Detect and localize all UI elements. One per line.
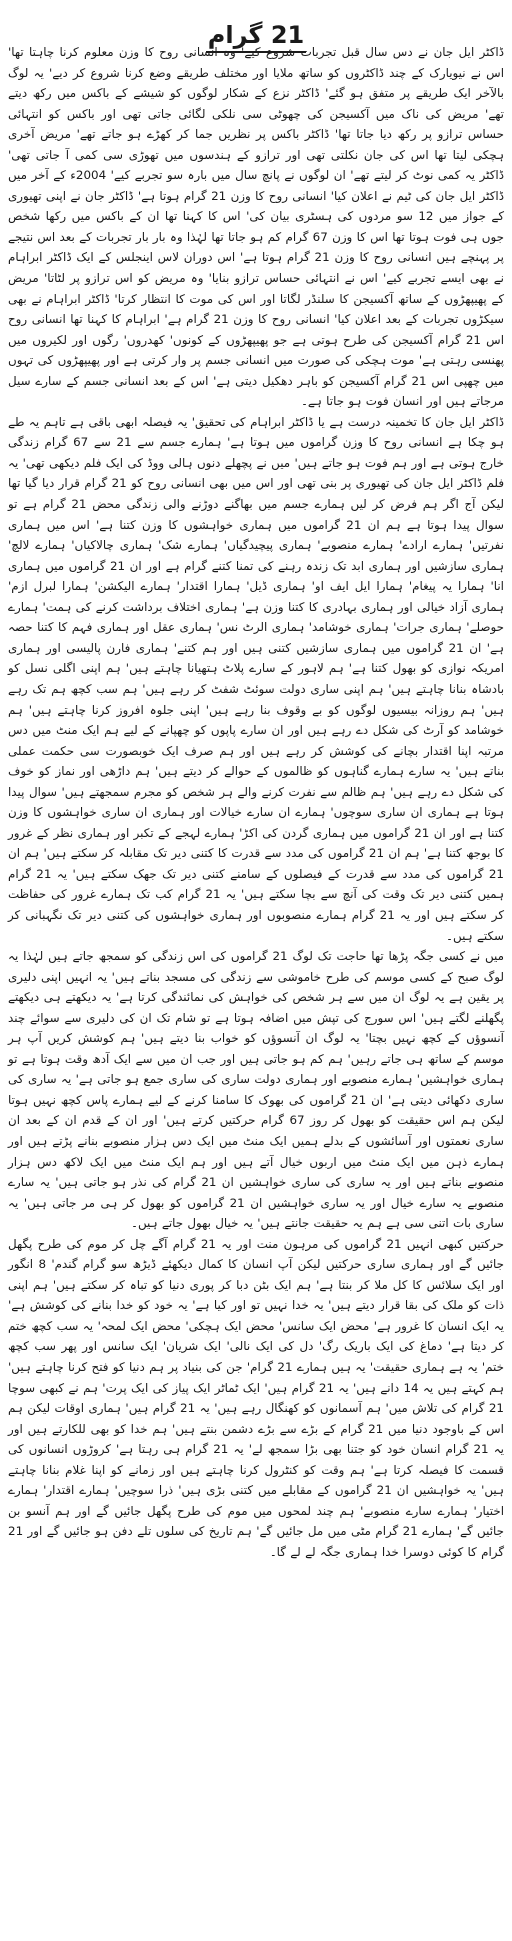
- article-paragraph-2: ڈاکٹر ایل جان کا تخمینہ درست ہے یا ڈاکٹر ابراہام کی تحقیق' یہ فیصلہ ابھی باقی ہے تاہم یہ طے ہو چکا ہے انسانی روح کا وزن گراموں میں ہوتا ہے' ہمارے جسم سے 21 سے 67 گرام زندگی خارج ہوتی ہے اور ہم فوت ہو جاتے ہیں' میں نے پچھلے دنوں ہالی ووڈ کی ایک فلم دیکھی تھی' یہ فلم ڈاکٹر ایل جان کی تھیوری پر بنی تھی اور اس میں بھی انسانی روح کو 21 گرام قرار دیا گیا تھا لیکن آج اگر ہم فرض کر لیں ہمارے جسم میں بھاگنے دوڑنے والی زندگی محض 21 گرام ہے تو سوال پیدا ہوتا ہے ہم ان 21 گراموں میں ہماری خواہشوں کا وزن کتنا ہے' اس میں ہماری نفرتیں' ہمارے ارادے' ہمارے منصوبے' ہماری پیچیدگیاں' ہمارے شک' ہماری چالاکیاں' ہمارے لالچ' ہماری سازشیں اور ہماری ابد تک زندہ رہنے کی تمنا کتنے گرام ہے اور ان 21 گراموں میں ہماری انا' ہمارا یہ پیغام' ہمارا ایل ایف او' ہماری ڈیل' ہمارا اقتدار' ہمارے الیکشن' ہمارا لبرل ازم' ہماری آزاد خیالی اور ہماری بہادری کا کتنا وزن ہے' ہماری اختلاف برداشت کرنے کی ہمت' ہمارے حوصلے' ہماری جرات' ہماری خوشامد' ہماری الرٹ نس' ہماری عقل اور ہماری فہم کا کتنا حصہ ہے' ان 21 گراموں میں ہماری سازشیں کتنی ہیں اور ہم کتنے' ہماری فارن پالیسی اور ہماری امریکہ نوازی کو بھول کتنا ہے' ہم لاہور کے سارے پلاٹ ہتھیانا چاہتے ہیں' ہم اپنی اگلی نسل کو بادشاہ بنانا چاہتے ہیں' ہم اپنی ساری دولت سوئٹ شفٹ کر رہے ہیں' ہم سب کچھ ہم تک رہے ہیں' ہم روزانہ بیسیوں لوگوں کو بے وقوف بنا رہے ہیں' اپنی جلوہ افروز کرنا چاہتے ہیں' ہم خوشامد کو آرٹ کی شکل دے رہے ہیں اور ان سارے پاپوں کو چھپانے کے لیے ہم ایک منٹ میں دس مرتبہ اپنا اقتدار بچانے کی کوشش کر رہے ہیں اور ہم صرف ایک خوبصورت سی حکمت عملی بناتے ہیں' یہ سارے ہمارے گناہوں کو ظالموں کے حوالے کر دیتے ہیں' ہم داڑھی اور نماز کو خوف کی شکل دے رہے ہیں' ہم ظالم سے نفرت کرنے والے ہر شخص کو مجرم سمجھتے ہیں' سوال پیدا ہوتا ہے ہماری ان ساری سوچوں' ہمارے ان سارے خیالات اور ہماری ان ساری خواہشوں کا وزن کتنا ہے اور ان 21 گراموں میں ہماری گردن کی اکڑ' ہمارے لہجے کے تکبر اور ہماری نظر کے غرور کا بوجھ کتنا ہے' ہم ان 21 گراموں کی مدد سے قدرت کا کتنی دیر تک مقابلہ کر سکتے ہیں' ہم ان 21 گراموں کی مدد سے قدرت کے فیصلوں کے سامنے کتنی دیر تک جھک سکتے ہیں' یہ 21 گرام ہمیں کتنی دیر تک وقت کی آنچ سے بچا سکتے ہیں' یہ 21 گرام کب تک ہمارے غرور کی حفاظت کر سکتے ہیں اور یہ 21 گرام ہمارے منصوبوں اور ہماری خواہشوں کی کتنی دیر تک نگہبانی کر سکتے ہیں۔: [8, 414, 505, 943]
- article-paragraph-1: ڈاکٹر ایل جان نے دس سال قبل تجربات شروع کیے' وہ انسانی روح کا وزن معلوم کرنا چاہتا تھا' اس نے نیویارک کے چند ڈاکٹروں کو ساتھ ملایا اور مختلف طریقے وضع کرنا شروع کر دیے' یہ لوگ بالآخر ایک طریقے پر متفق ہو گئے' ڈاکٹر نزع کے شکار لوگوں کو شیشے کے باکس میں رکھ دیتے تھے' مریض کی ناک میں آکسیجن کی چھوٹی سی نلکی لگائی جاتی تھی اور باکس کو انتہائی حساس ترازو پر رکھ دیا جاتا تھا' ڈاکٹر باکس پر نظریں جما کر کھڑے ہو جاتے تھے' مریض آخری ہچکی لیتا تھا اس کی جان نکلتی تھی اور ترازو کے ہندسوں میں تھوڑی سی کمی آ جاتی تھی' ڈاکٹر یہ کمی نوٹ کر لیتے تھے' ان لوگوں نے پانچ سال میں بارہ سو تجربے کیے' 2004ء کے آخر میں ڈاکٹر ایل جان کی ٹیم نے اعلان کیا' انسانی روح کا وزن 21 گرام ہوتا ہے' ڈاکٹر جان نے اپنی تھیوری کے جواز میں 12 سو مردوں کی ہسٹری بیان کی' اس کا کہنا تھا ان کے باکس میں رکھا شخص جوں ہی فوت ہوتا تھا اس کا وزن 67 گرام کم ہو جاتا تھا لہٰذا وہ بار بار تجربات کے بعد اس نتیجے پر پہنچے ہیں انسانی روح کا وزن 21 گرام ہوتا ہے' اس دوران لاس اینجلس کے ایک ڈاکٹر ابراہام نے بھی ایسے تجربے کیے' اس نے انتہائی حساس ترازو بنایا' وہ مریض کو اس ترازو پر لٹاتا' مریض کے پھیپھڑوں کے ساتھ آکسیجن کا سلنڈر لگاتا اور اس کی موت کا انتظار کرتا' ڈاکٹر ابراہام نے بھی سیکڑوں تجربات کے بعد اعلان کیا' انسانی روح کا وزن 21 گرام ہے' ابراہام کا کہنا تھا انسانی روح اس 21 گرام آکسیجن کی طرح ہوتی ہے جو پھیپھڑوں کے کونوں' کھدروں' رگوں اور لکیروں میں پھنسی رہتی ہے' موت ہچکی کی صورت میں انسانی جسم پر وار کرتی ہے اور پھیپھڑوں کی تہوں میں چھپی اس 21 گرام آکسیجن کو باہر دھکیل دیتی ہے' اس کے بعد انسانی جسم کے سارے سیل مرجاتے ہیں اور انسان فوت ہو جاتا ہے۔: [8, 45, 505, 409]
- article-title: 21 گرام: [206, 20, 306, 53]
- headline-container: [8, 4, 504, 50]
- article-paragraph-4: حرکتیں کبھی انہیں 21 گراموں کی مرہون منت اور یہ 21 گرام آگے چل کر موم کی طرح پگھل جائیں گے اور ہماری ساری حرکتیں لیکن آپ انسان کا کمال دیکھئے ڈیڑھ سو گرام گندم' 8 انگور اور ایک سلائس کا کل ملا کر بنتا ہے' ہم ایک بٹن دبا کر پوری دنیا کو تباہ کر سکتے ہیں' ہم اپنی ذات کو ملک کی بقا قرار دیتے ہیں' یہ خدا نہیں تو اور کیا ہے' یہ خود کو خدا بنانے کی کوشش ہے' یہ ایک انسان کا غرور ہے' محض ایک سانس' محض ایک ہچکی' محض ایک لمحہ' یہ سب کچھ ختم کر دیتا ہے' دماغ کی ایک باریک رگ' دل کی ایک نالی' ایک شریان' ایک سانس اور پھر سب کچھ ختم' یہ ہے ہماری حقیقت' یہ ہیں ہمارے 21 گرام' جن کی بنیاد پر ہم دنیا کو فتح کرنا چاہتے ہیں' ہم کہتے ہیں یہ 14 دانے ہیں' یہ 21 گرام ہیں' ایک ٹماٹر ایک پیاز کی ایک پرت' ہم نے کبھی سوچا 21 گرام کی تلاش میں' ہم آسمانوں کو کھنگال رہے ہیں' یہ 21 گرام ہیں' ہماری اوقات لیکن ہم اس کے باوجود دنیا میں 21 گرام کے بڑے سے بڑے دشمن بنتے ہیں' ہم خدا کو بھی للکارتے ہیں اور یہ 21 گرام انسان خود کو جتنا بھی بڑا سمجھ لے' یہ 21 گرام ہی رہتا ہے' کروڑوں انسانوں کی قسمت کا فیصلہ کرتا ہے' ہم وقت کو کنٹرول کرنا چاہتے ہیں اور زمانے کو اپنا غلام بنانا چاہتے ہیں' یہ خواہشیں ان 21 گراموں کے مقابلے میں کتنی بڑی ہیں' ذرا سوچیں' ہمارے اقتدار' ہمارے اختیار' ہمارے سارے منصوبے' ہم چند لمحوں میں موم کی طرح پگھل جائیں گے اور ہم آنسو بن جائیں گے' ہمارے 21 گرام مٹی میں مل جائیں گے' ہم تاریخ کی سلوں تلے دفن ہو جائیں گے اور 21 گرام کا کوئی دوسرا خدا ہماری جگہ لے لے گا۔: [8, 1236, 504, 1559]
- article-body: [8, 42, 504, 1562]
- article-paragraph-3: میں نے کسی جگہ پڑھا تھا حاجت تک لوگ 21 گراموں کی اس زندگی کو سمجھ جاتے ہیں لہٰذا یہ لوگ صبح کے کسی موسم کی طرح خاموشی سے زندگی کی مسجد بناتے ہیں' یہ انہیں اپنی دلیری پر یقین ہے یہ لوگ ان میں سے ہر شخص کی خواہش کی نمائندگی کرتا ہے' یہ دیکھتے ہی دیکھتے پگھلنے لگتے ہیں' اس سورج کی تپش میں اضافہ ہوتا ہے تو شام تک ان کی دلیری سے سوائے چند آنسوؤں کے کچھ نہیں بچتا' یہ لوگ ان آنسوؤں کو خواب بنا دیتے ہیں' ہم کوشش کریں آپ ہر موسم کے ساتھ ہی جاتے رہیں' ہم کم ہو جاتی ہیں اور جب ان میں سے ایک آدھ وقت ہوتا ہے تو ہماری خواہشیں' ہمارے منصوبے اور ہماری دولت ساری کی ساری جمع ہو جاتی ہے' یہ ساری کی ساری دکھائی دیتی ہے' ان 21 گراموں کی بھوک کا سامنا کرنے کے لیے ہمارے پاس کچھ نہیں ہوتا لیکن ہم اس حقیقت کو بھول کر روز 67 گرام حرکتیں کرتے ہیں' اور ان کے قدم ان کے بعد ان ساری نعمتوں اور آسائشوں کے بدلے ہمیں ایک منٹ میں ایک دس ہزار منصوبے بنانے پڑتے ہیں اور ہمارے ذہن میں ایک منٹ میں اربوں خیال آتے ہیں اور ہم ایک منٹ میں ایک لاکھ دس ہزار منصوبے بناتے ہیں اور یہ ساری کی ساری خواہشیں ان 21 گرام کی نذر ہو جاتی ہیں' یہ سارے منصوبے یہ سارے خیال اور یہ ساری خواہشیں ان 21 گراموں کو بھول کر ہی مر جاتی ہیں' یہ ساری بات اتنی سی ہے ہم یہ حقیقت جانتے ہیں' یہ خیال بھول جاتے ہیں۔: [8, 949, 504, 1231]
